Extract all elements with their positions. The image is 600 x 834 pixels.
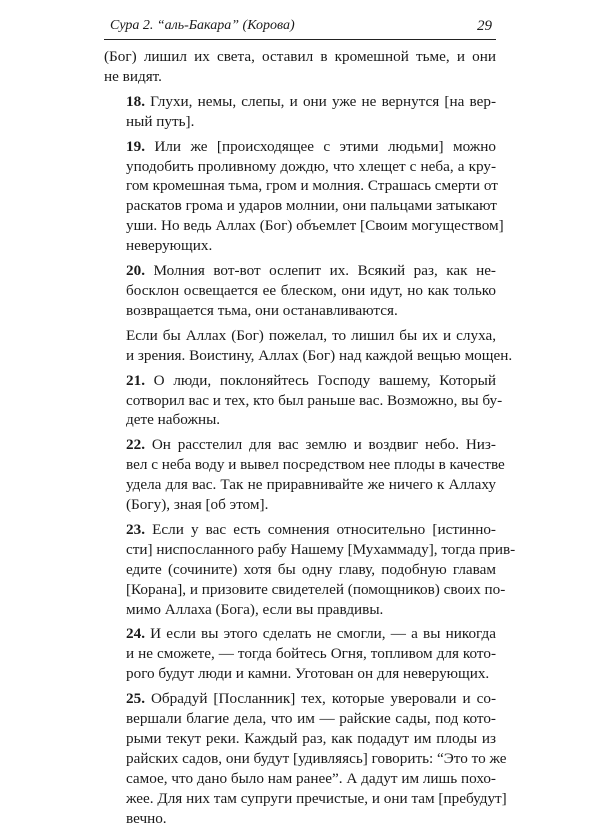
line-text: и зрения. Воистину, Аллах (Бог) над каждой вещью мощен.: [126, 346, 513, 364]
verse-paragraph: [104, 520, 516, 620]
line-text: уподобить проливному дождю, что хлещет с неба, а кру-: [126, 157, 496, 175]
line-text: О люди, поклоняйтесь Господу вашему, Который: [144, 371, 496, 389]
text-line: [104, 301, 496, 321]
text-paragraph: [104, 326, 513, 366]
line-text: Глухи, немы, слепы, и они уже не вернутся [на вер-: [144, 92, 496, 110]
verse-paragraph: [104, 689, 507, 828]
text-line: [104, 112, 496, 132]
line-text: [Корана], и призовите свидетелей (помощников) своих по-: [126, 580, 506, 598]
line-text: Он расстелил для вас землю и воздвиг небо. Низ-: [144, 436, 496, 454]
text-line: [104, 346, 513, 366]
verse-paragraph: [104, 624, 496, 684]
line-text: дете набожны.: [126, 411, 221, 429]
verse-paragraph: [104, 371, 503, 431]
line-text: и не сможете, — тогда бойтесь Огня, топливом для кото-: [126, 645, 496, 663]
line-text: вершали благие дела, что им — райские сады, под кото-: [126, 710, 496, 728]
line-text: не видят.: [104, 67, 162, 85]
line-text: Если у вас есть сомнения относительно [истинно-: [144, 520, 496, 538]
line-text: сти] ниспосланного рабу Нашему [Мухаммаду], тогда прив-: [126, 540, 516, 558]
verse-number: 23.: [126, 520, 145, 538]
text-line: [104, 326, 496, 346]
line-text: (Богу), зная [об этом].: [126, 496, 269, 514]
text-line: [104, 67, 496, 87]
text-line: [104, 455, 505, 475]
verse-number: 18.: [126, 92, 145, 110]
text-line: [104, 475, 496, 495]
line-text: И если вы этого сделать не смогли, — а вы никогда: [144, 625, 496, 643]
text-line: [104, 749, 507, 769]
text-line: [104, 520, 496, 540]
line-text: ный путь].: [126, 112, 195, 130]
page-number: 29: [477, 18, 492, 34]
text-line: [104, 664, 496, 684]
text-line: [104, 391, 503, 411]
line-text: едите (сочините) хотя бы одну главу, подобную главам: [126, 560, 496, 578]
text-line: [104, 236, 496, 256]
text-line: [104, 709, 496, 729]
line-text: вечно.: [126, 809, 167, 827]
text-line: [104, 92, 496, 112]
text-line: [104, 600, 496, 620]
text-line: [104, 281, 496, 301]
line-text: самое, что дано было нам ранее”. А дадут им лишь похо-: [126, 769, 496, 787]
text-line: [104, 216, 504, 236]
chapter-title: Сура 2. “аль-Бакара” (Корова): [110, 18, 295, 33]
line-text: Если бы Аллах (Бог) пожелал, то лишил бы их и слуха,: [126, 326, 496, 344]
text-line: [104, 435, 496, 455]
line-text: жее. Для них там супруги пречистые, и они там [пребудут]: [126, 789, 507, 807]
line-text: Молния вот-вот ослепит их. Всякий раз, как не-: [144, 262, 496, 280]
verse-number: 20.: [126, 262, 145, 280]
text-line: [104, 410, 496, 430]
line-text: Обрадуй [Посланник] тех, которые уверовали и со-: [144, 690, 496, 708]
verse-number: 25.: [126, 690, 145, 708]
text-line: [104, 729, 496, 749]
line-text: (Бог) лишил их света, оставил в кромешной тьме, и они: [104, 48, 496, 65]
running-header: [110, 18, 492, 40]
verse-paragraph: [104, 261, 496, 321]
text-line: [104, 47, 496, 67]
text-line: [104, 644, 496, 664]
verse-number: 24.: [126, 625, 145, 643]
text-line: [104, 789, 507, 809]
line-text: уши. Но ведь Аллах (Бог) объемлет [Своим могуществом]: [126, 217, 504, 235]
line-text: босклон освещается ее блеском, они идут, но как только: [126, 281, 496, 299]
header-rule: [104, 39, 496, 40]
text-line: [104, 137, 496, 157]
verse-number: 19.: [126, 137, 145, 155]
text-line: [104, 176, 496, 196]
line-text: рого будут люди и камни. Уготован он для неверующих.: [126, 665, 490, 683]
verse-paragraph: [104, 92, 496, 132]
line-text: удела для вас. Так не приравнивайте же ничего к Аллаху: [126, 476, 496, 494]
verse-paragraph: [104, 137, 504, 256]
line-text: рыми текут реки. Каждый раз, как подадут им плоды из: [126, 730, 496, 747]
text-line: [104, 371, 496, 391]
line-text: неверующих.: [126, 237, 213, 255]
text-line: [104, 689, 496, 709]
text-body: [104, 47, 516, 834]
line-text: возвращается тьма, они останавливаются.: [126, 301, 398, 319]
line-text: Или же [происходящее с этими людьми] можно: [144, 137, 496, 155]
verse-paragraph: [104, 435, 505, 515]
line-text: гом кромешная тьма, гром и молния. Страшась смерти от: [126, 177, 498, 195]
text-line: [104, 157, 496, 177]
line-text: сотворил вас и тех, кто был раньше вас. Возможно, вы бу-: [126, 391, 503, 409]
verse-number: 22.: [126, 436, 145, 454]
text-line: [104, 580, 506, 600]
line-text: райских садов, они будут [удивляясь] говорить: “Это то же: [126, 749, 507, 767]
text-line: [104, 196, 496, 216]
text-line: [104, 560, 496, 580]
verse-number: 21.: [126, 371, 145, 389]
text-line: [104, 624, 496, 644]
line-text: вел с неба воду и вывел посредством нее плоды в качестве: [126, 456, 505, 474]
text-paragraph: [104, 47, 496, 87]
text-line: [104, 769, 496, 789]
text-line: [104, 261, 496, 281]
text-line: [104, 495, 496, 515]
text-line: [104, 809, 496, 829]
line-text: раскатов грома и ударов молнии, они пальцами затыкают: [126, 197, 497, 215]
line-text: мимо Аллаха (Бога), если вы правдивы.: [126, 600, 384, 618]
text-line: [104, 540, 516, 560]
